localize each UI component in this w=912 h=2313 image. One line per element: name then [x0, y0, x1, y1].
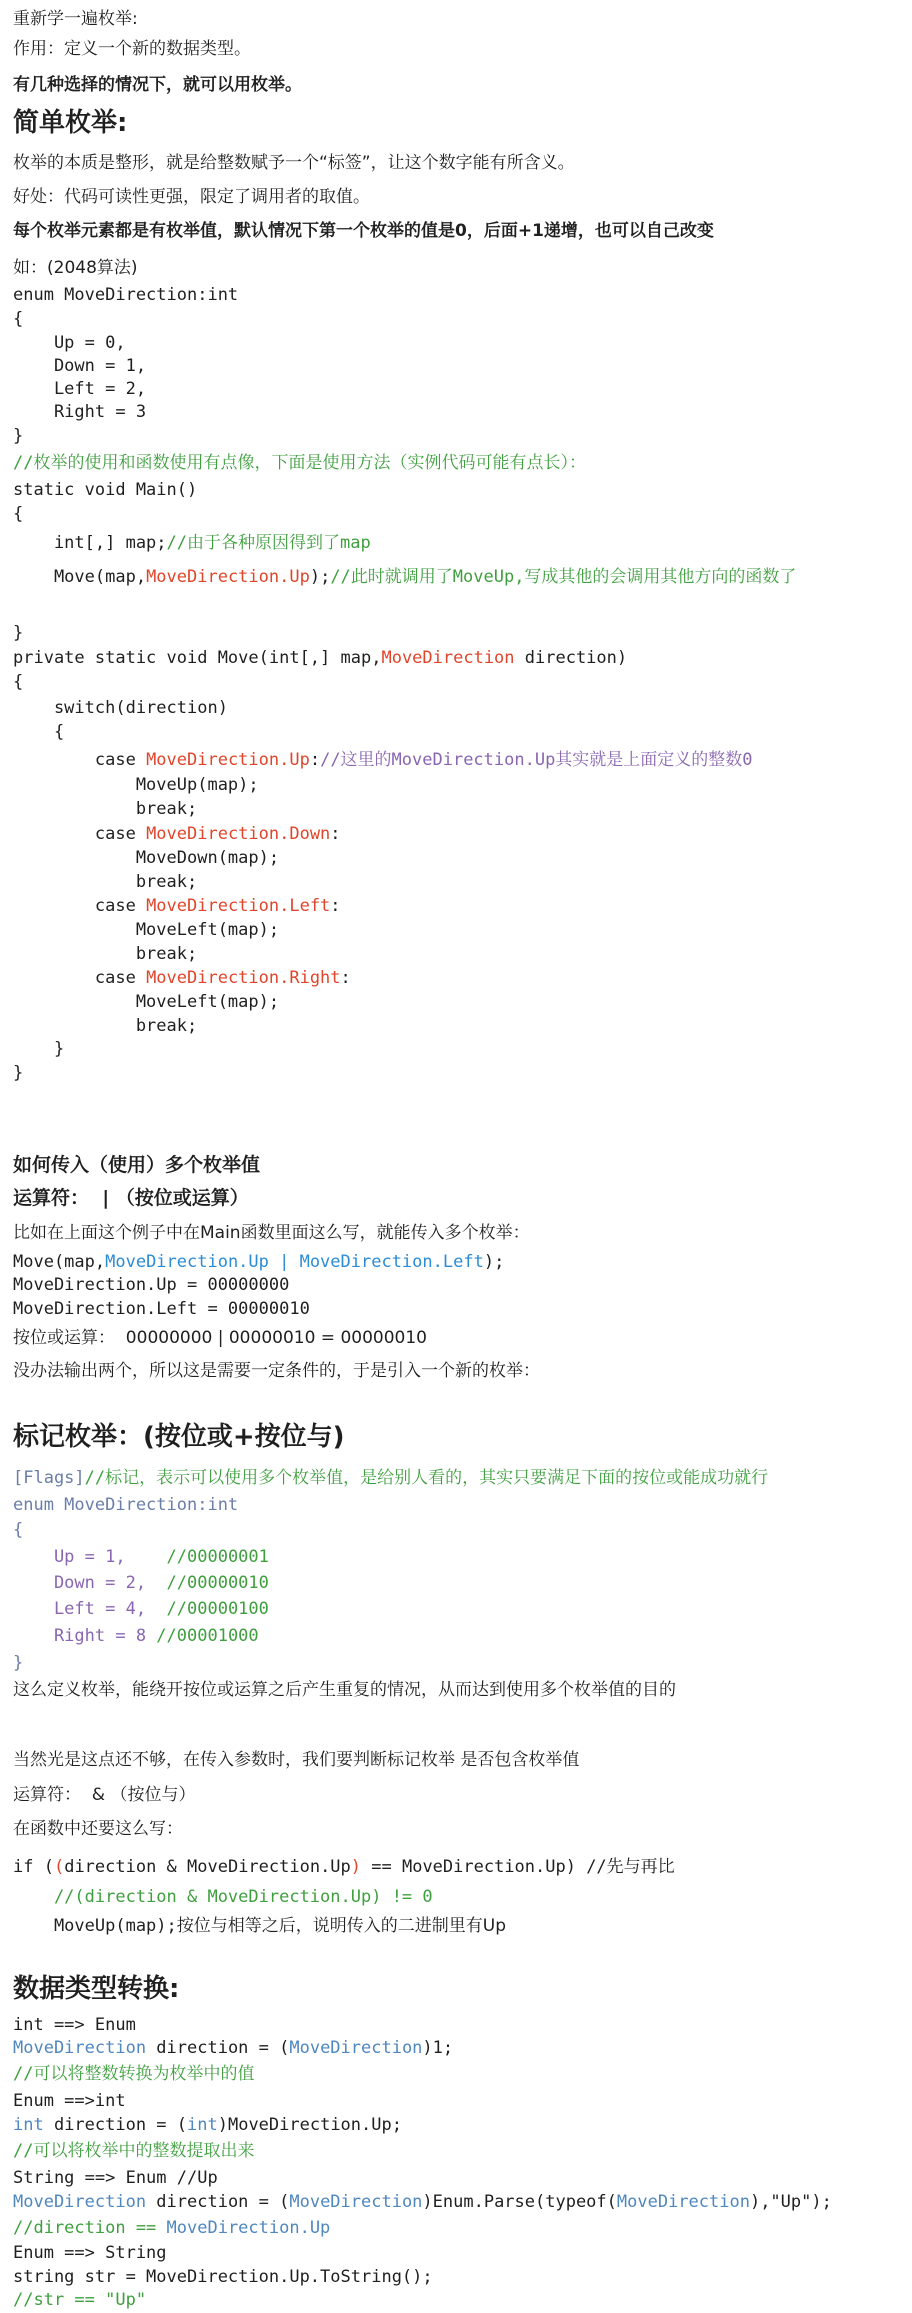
code-text: private static void Move(int[,] map,	[13, 648, 382, 668]
code-comment-line	[13, 2215, 330, 2241]
code-enum-up: Up = 0,	[13, 333, 126, 353]
code-text: Right = 8	[13, 1626, 147, 1646]
code-comment: //枚举的使用和函数使用有点像，下面是使用方法（实例代码可能有点长）：	[13, 453, 586, 473]
code-comment: //标记，表示可以使用多个枚举值，是给别人看的，其实只要满足下面的按位或能成功就行	[84, 1468, 769, 1488]
simple-para-2: 好处：代码可读性更强，限定了调用者的取值。	[13, 187, 370, 207]
code-comment: //00000100	[146, 1599, 269, 1619]
code-line: int ==> Enum	[13, 2015, 136, 2035]
code-switch: switch(direction)	[13, 698, 228, 718]
code-break: break;	[13, 944, 198, 964]
code-brace: {	[13, 1520, 24, 1540]
code-text: :	[330, 824, 341, 844]
code-text: case	[13, 750, 147, 770]
code-enum-ref: MoveDirection.Up | MoveDirection.Left	[105, 1252, 484, 1272]
simple-para-1: 枚举的本质是整形，就是给整数赋予一个“标签”，让这个数字能有所含义。	[13, 153, 575, 173]
code-text: direction)	[514, 648, 628, 668]
code-enum-ref: MoveDirection.Up	[166, 2218, 331, 2238]
code-move-call	[13, 564, 796, 590]
code-text: :	[309, 750, 321, 770]
code-left-value: MoveDirection.Left = 00000010	[13, 1299, 310, 1319]
intro-line-1: 重新学一遍枚举:	[13, 9, 138, 29]
code-enum-decl: enum MoveDirection:int	[13, 285, 239, 305]
code-flags-attr	[13, 1465, 768, 1491]
code-text: int[,] map;	[13, 533, 167, 553]
code-text: == MoveDirection.Up) //先与再比	[361, 1857, 675, 1877]
code-comment: //00000010	[146, 1573, 269, 1593]
code-flag-up	[13, 1544, 269, 1570]
code-text: Move(map,	[13, 567, 147, 587]
code-moveup-call	[13, 1913, 506, 1939]
code-line: String ==> Enum //Up	[13, 2168, 218, 2188]
code-text: Up = 1,	[13, 1547, 126, 1567]
code-enum-ref: MoveDirection.Up	[146, 567, 310, 587]
code-enum-to-int	[13, 2112, 402, 2138]
code-attribute: [Flags]	[13, 1468, 85, 1488]
code-comment: //可以将枚举中的整数提取出来	[13, 2141, 255, 2161]
code-main-decl: static void Main()	[13, 480, 198, 500]
code-type: MoveDirection	[289, 2038, 423, 2058]
code-map-decl	[13, 530, 371, 556]
code-move-decl	[13, 645, 627, 671]
code-text: )MoveDirection.Up;	[217, 2115, 402, 2135]
code-comment: //00001000	[146, 1626, 259, 1646]
code-text: direction = (	[146, 2192, 290, 2212]
code-text: Left = 4,	[13, 1599, 147, 1619]
code-case-right	[13, 965, 351, 991]
code-text: case	[13, 968, 147, 988]
code-comment: //direction ==	[13, 2218, 167, 2238]
code-type: MoveDirection	[289, 2192, 423, 2212]
code-string-to-enum	[13, 2189, 832, 2215]
code-type: MoveDirection	[13, 2038, 147, 2058]
code-text: MoveUp(map);	[13, 1916, 177, 1936]
code-text: direction = (	[146, 2038, 290, 2058]
code-text: direction = (	[43, 2115, 188, 2135]
intro-line-3: 有几种选择的情况下，就可以用枚举。	[13, 75, 302, 95]
code-brace: }	[13, 1653, 24, 1673]
code-comment: //可以将整数转换为枚举中的值	[13, 2064, 255, 2084]
code-flag-left	[13, 1596, 269, 1622]
code-enum-type: MoveDirection	[381, 648, 515, 668]
code-text: );	[309, 567, 331, 587]
flags-heading: 标记枚举：(按位或+按位与)	[13, 1422, 345, 1452]
code-text: if (	[13, 1857, 54, 1877]
code-break: break;	[13, 872, 198, 892]
code-type: int	[187, 2115, 218, 2135]
code-enum-ref: MoveDirection.Left	[146, 896, 331, 916]
code-text: Down = 2,	[13, 1573, 147, 1593]
code-enum-to-string: string str = MoveDirection.Up.ToString();	[13, 2267, 433, 2287]
code-text: Move(map,	[13, 1252, 106, 1272]
code-call: MoveDown(map);	[13, 848, 280, 868]
code-break: break;	[13, 1016, 198, 1036]
code-comment: //由于各种原因得到了map	[166, 533, 371, 553]
code-text: )Enum.Parse(typeof(	[422, 2192, 617, 2212]
code-enum-down: Down = 1,	[13, 356, 147, 376]
multi-operator: 运算符： | （按位或运算）	[13, 1187, 249, 1209]
code-brace: {	[13, 672, 24, 692]
code-up-value: MoveDirection.Up = 00000000	[13, 1275, 290, 1295]
simple-para-4: 如：(2048算法)	[13, 258, 138, 278]
code-text: )1;	[422, 2038, 454, 2058]
code-flag-down	[13, 1570, 269, 1596]
code-text: ),"Up");	[749, 2192, 832, 2212]
flags-para-2: 当然光是这点还不够，在传入参数时，我们要判断标记枚举 是否包含枚举值	[13, 1750, 580, 1770]
code-type: MoveDirection	[13, 2192, 147, 2212]
multi-heading: 如何传入（使用）多个枚举值	[13, 1154, 261, 1176]
code-type: MoveDirection	[616, 2192, 750, 2212]
code-break: break;	[13, 799, 198, 819]
code-call: MoveLeft(map);	[13, 992, 280, 1012]
code-enum-left: Left = 2,	[13, 379, 147, 399]
code-text: );	[483, 1252, 505, 1272]
and-operator: 运算符： & （按位与）	[13, 1785, 196, 1805]
code-call: MoveUp(map);	[13, 775, 259, 795]
code-enum-ref: MoveDirection.Right	[146, 968, 341, 988]
code-comment: //此时就调用了MoveUp,写成其他的会调用其他方向的函数了	[330, 567, 797, 587]
code-case-up	[13, 747, 753, 773]
multi-para-1: 比如在上面这个例子中在Main函数里面这么写，就能传入多个枚举：	[13, 1223, 530, 1243]
code-brace: {	[13, 309, 24, 329]
code-call: MoveLeft(map);	[13, 920, 280, 940]
simple-enum-heading: 简单枚举:	[13, 108, 128, 138]
flags-para-3: 在函数中还要这么写：	[13, 1819, 183, 1839]
code-brace: {	[13, 722, 65, 742]
code-paren: )	[350, 1857, 362, 1877]
code-brace: }	[13, 1063, 24, 1083]
code-brace: }	[13, 1039, 65, 1059]
simple-para-3: 每个枚举元素都是有枚举值，默认情况下第一个枚举的值是0，后面+1递增，也可以自己改变	[13, 221, 714, 241]
code-type: int	[13, 2115, 44, 2135]
code-line: Enum ==> String	[13, 2243, 167, 2263]
code-comment: //这里的MoveDirection.Up其实就是上面定义的整数0	[320, 750, 753, 770]
or-calculation: 按位或运算： 00000000 | 00000010 = 00000010	[13, 1328, 427, 1348]
code-enum-ref: MoveDirection.Up	[146, 750, 310, 770]
code-enum-right: Right = 3	[13, 402, 147, 422]
code-if-check	[13, 1854, 675, 1880]
code-brace: }	[13, 623, 24, 643]
code-case-down	[13, 821, 341, 847]
code-comment: //00000001	[125, 1547, 269, 1567]
code-brace: {	[13, 504, 24, 524]
code-text: direction & MoveDirection.Up	[64, 1857, 351, 1877]
convert-heading: 数据类型转换:	[13, 1974, 180, 2004]
code-comment: //(direction & MoveDirection.Up) != 0	[13, 1887, 433, 1907]
code-flag-right	[13, 1623, 259, 1649]
code-comment: //str == "Up"	[13, 2290, 147, 2310]
code-enum-ref: MoveDirection.Down	[146, 824, 331, 844]
code-case-left	[13, 893, 341, 919]
code-text: case	[13, 824, 147, 844]
code-line: Enum ==>int	[13, 2091, 126, 2111]
code-text: :	[340, 968, 351, 988]
code-note: 按位与相等之后，说明传入的二进制里有Up	[176, 1916, 506, 1936]
code-brace: }	[13, 426, 24, 446]
multi-para-2: 没办法输出两个，所以这是需要一定条件的，于是引入一个新的枚举：	[13, 1361, 540, 1381]
flags-para-1: 这么定义枚举，能绕开按位或运算之后产生重复的情况，从而达到使用多个枚举值的目的	[13, 1680, 676, 1700]
intro-line-2: 作用：定义一个新的数据类型。	[13, 39, 251, 59]
code-paren: (	[53, 1857, 65, 1877]
code-enum-decl: enum MoveDirection:int	[13, 1495, 239, 1515]
code-text: case	[13, 896, 147, 916]
code-int-to-enum	[13, 2035, 453, 2061]
code-text: :	[330, 896, 341, 916]
